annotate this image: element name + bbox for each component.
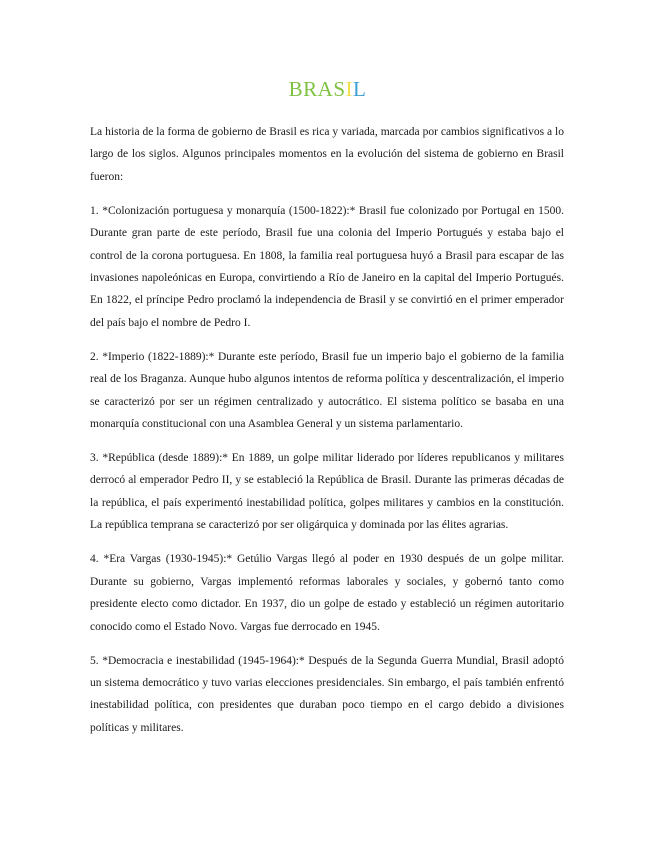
title-part-bras: BRAS — [288, 77, 346, 101]
title-part-l: L — [353, 77, 367, 101]
paragraph-democracia: 5. *Democracia e inestabilidad (1945-1964):* Después de la Segunda Guerra Mundial, Brasil adoptó un sistema democrático y tuvo varias elecciones presidenciales. Sin embargo, el país también enfrentó inestabilidad política, con presidentes que duraban poco tiempo en el cargo debido a divisiones políticas y militares. — [90, 654, 564, 734]
paragraph-era-vargas: 4. *Era Vargas (1930-1945):* Getúlio Vargas llegó al poder en 1930 después de un golpe militar. Durante su gobierno, Vargas implementó reformas laborales y sociales, y gobernó tanto como presidente electo como dictador. En 1937, dio un golpe de estado y estableció un régimen autoritario conocido como el Estado Novo. Vargas fue derrocado en 1945. — [90, 553, 564, 633]
paragraph-colonizacion: 1. *Colonización portuguesa y monarquía (1500-1822):* Brasil fue colonizado por Portugal en 1500. Durante gran parte de este período, Brasil fue una colonia del Imperio Portugués y estaba bajo el control de la corona portuguesa. En 1808, la familia real portuguesa huyó a Brasil para escapar de las invasiones napoleónicas en Europa, convirtiendo a Río de Janeiro en la capital del Imperio Portugués. En 1822, el príncipe Pedro proclamó la independencia de Brasil y se convirtió en el primer emperador del país bajo el nombre de Pedro I. — [90, 204, 564, 329]
title-part-i: I — [345, 77, 354, 101]
paragraph-imperio: 2. *Imperio (1822-1889):* Durante este período, Brasil fue un imperio bajo el gobierno de la familia real de los Braganza. Aunque hubo algunos intentos de reforma política y descentralización, el imperio se caracterizó por ser un régimen centralizado y autocrático. El sistema político se basaba en una monarquía constitucional con una Asamblea General y un sistema parlamentario. — [90, 350, 564, 431]
page-title — [0, 76, 655, 102]
document-body — [90, 121, 564, 751]
intro-paragraph: La historia de la forma de gobierno de Brasil es rica y variada, marcada por cambios significativos a lo largo de los siglos. Algunos principales momentos en la evolución del sistema de gobierno en Brasil fueron: — [90, 126, 564, 183]
paragraph-republica: 3. *República (desde 1889):* En 1889, un golpe militar liderado por líderes republicanos y militares derrocó al emperador Pedro II, y se estableció la República de Brasil. Durante las primeras décadas de la república, el país experimentó inestabilidad política, golpes militares y cambios en la constitución. La república temprana se caracterizó por ser oligárquica y dominada por las élites agrarias. — [90, 452, 564, 532]
